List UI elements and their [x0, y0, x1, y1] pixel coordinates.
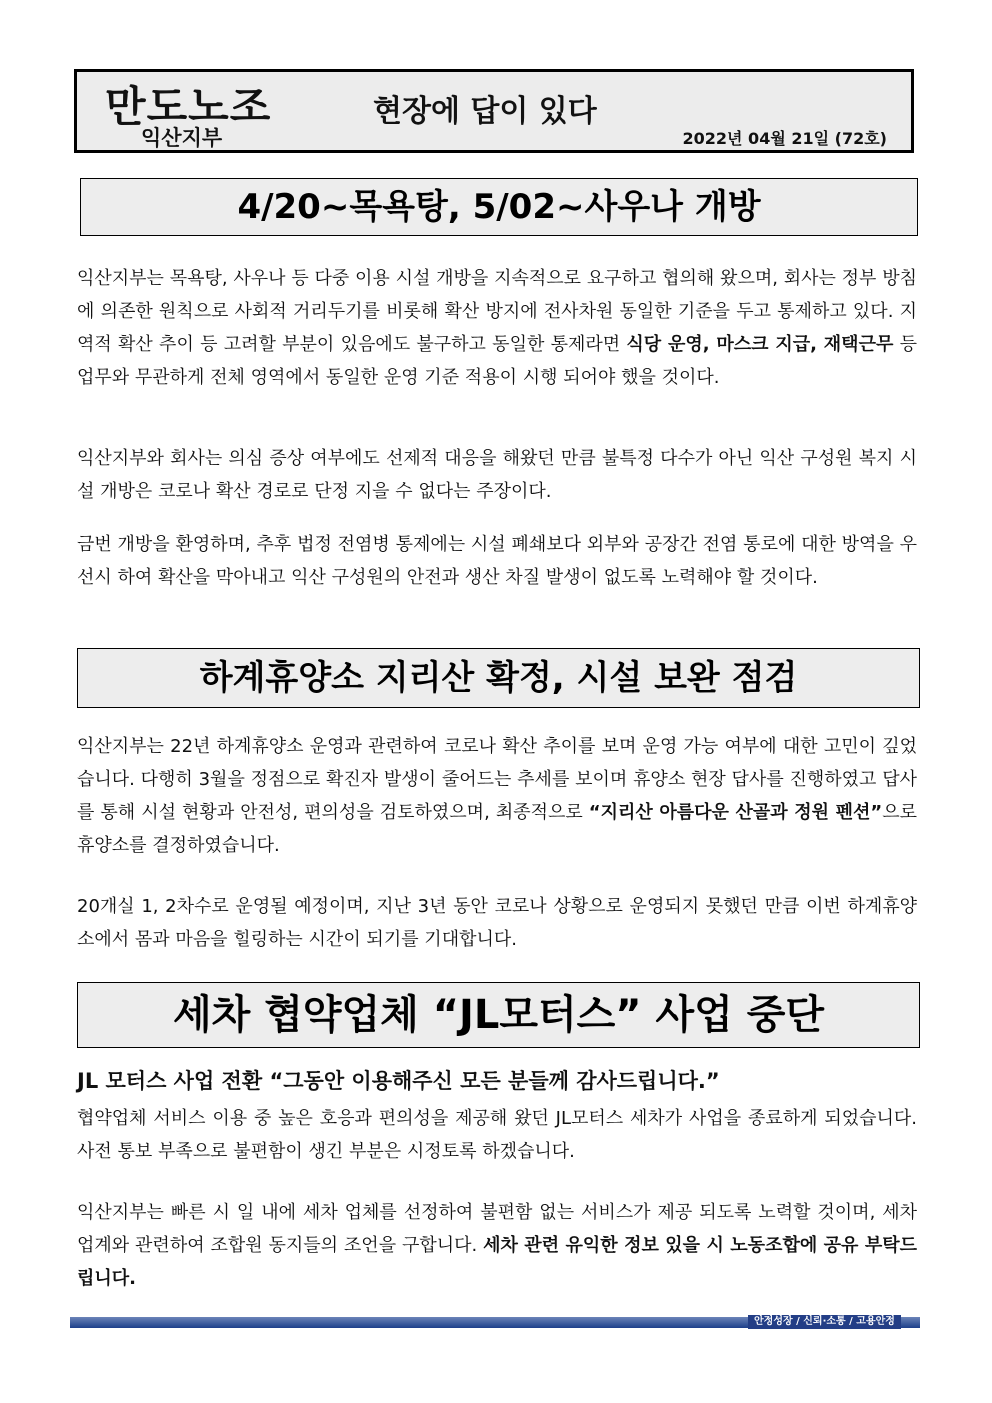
issue-date: 2022년 04월 21일 (72호): [682, 129, 887, 148]
paragraph-text: 으로 휴양소를 결정하였습니다.: [77, 802, 917, 856]
paragraph-text: 익산지부는 빠른 시 일 내에 세차 업체를 선정하여 불편함 없는 서비스가 제공 되도록 노력할 것이며, 세차 업계와 관련하여 조합원 동지들의 조언을 구합니다.: [77, 1202, 917, 1256]
paragraph: 금번 개방을 환영하며, 추후 법정 전염병 통제에는 시설 폐쇄보다 외부와 공장간 전염 통로에 대한 방역을 우선시 하여 확산을 막아내고 익산 구성원의 안전과 생산 차질 발생이 없도록 노력해야 할 것이다.: [77, 534, 917, 588]
paragraph: 익산지부와 회사는 의심 증상 여부에도 선제적 대응을 해왔던 만큼 불특정 다수가 아닌 익산 구성원 복지 시설 개방은 코로나 확산 경로로 단정 지을 수 없다는 주장이다.: [77, 448, 917, 502]
paragraph-bold-text: 세차 관련 유익한 정보 있을 시 노동조합에 공유 부탁드립니다.: [77, 1235, 917, 1289]
paragraph-text: 등 업무와 무관하게 전체 영역에서 동일한 운영 기준 적용이 시행 되어야 했을 것이다.: [77, 334, 917, 388]
paragraph-bold-text: “지리산 아름다운 산골과 정원 펜션”: [588, 802, 883, 823]
paragraph-text: 익산지부는 22년 하계휴양소 운영과 관련하여 코로나 확산 추이를 보며 운영 가능 여부에 대한 고민이 깊었습니다. 다행히 3월을 정점으로 확진자 발생이 줄어드는 추세를 보이며 휴양소 현장 답사를 진행하였고 답사를 통해 시설 현황과 안전성, 편의성을 검토하였으며, 최종적으로: [77, 736, 917, 823]
section-heading-resort: 하계휴양소 지리산 확정, 시설 보완 점검: [77, 648, 920, 708]
footer-motto: 안정성장 / 신뢰·소통 / 고용안정: [748, 1315, 901, 1329]
paragraph-text: 익산지부는 목욕탕, 사우나 등 다중 이용 시설 개방을 지속적으로 요구하고 협의해 왔으며, 회사는 정부 방침에 의존한 원칙으로 사회적 거리두기를 비롯해 확산 방지에 전사차원 동일한 기준을 두고 통제하고 있다. 지역적 확산 추이 등 고려할 부분이 있음에도 불구하고 동일한 통제라면: [77, 268, 917, 355]
paragraph: 협약업체 서비스 이용 중 높은 호응과 편의성을 제공해 왔던 JL모터스 세차가 사업을 종료하게 되었습니다. 사전 통보 부족으로 불편함이 생긴 부분은 시정토록 하겠습니다.: [77, 1108, 917, 1162]
masthead: [74, 69, 914, 153]
paragraph: [77, 262, 917, 394]
branch-name: 익산지부: [141, 126, 223, 150]
paragraph: 20개실 1, 2차수로 운영될 예정이며, 지난 3년 동안 코로나 상황으로 운영되지 못했던 만큼 이번 하계휴양소에서 몸과 마음을 힐링하는 시간이 되기를 기대합니다.: [77, 896, 917, 950]
section-subtitle: JL 모터스 사업 전환 “그동안 이용해주신 모든 분들께 감사드립니다.”: [77, 1069, 720, 1093]
section-heading-bathhouse: 4/20~목욕탕, 5/02~사우나 개방: [80, 178, 918, 236]
section-heading-carwash: 세차 협약업체 “JL모터스” 사업 중단: [77, 982, 920, 1048]
paragraph-bold-text: 식당 운영, 마스크 지급, 재택근무: [626, 334, 894, 355]
paragraph: [77, 730, 917, 862]
union-name: 만도노조: [105, 82, 272, 131]
paragraph: [77, 1196, 917, 1295]
slogan: 현장에 답이 있다: [373, 94, 597, 129]
